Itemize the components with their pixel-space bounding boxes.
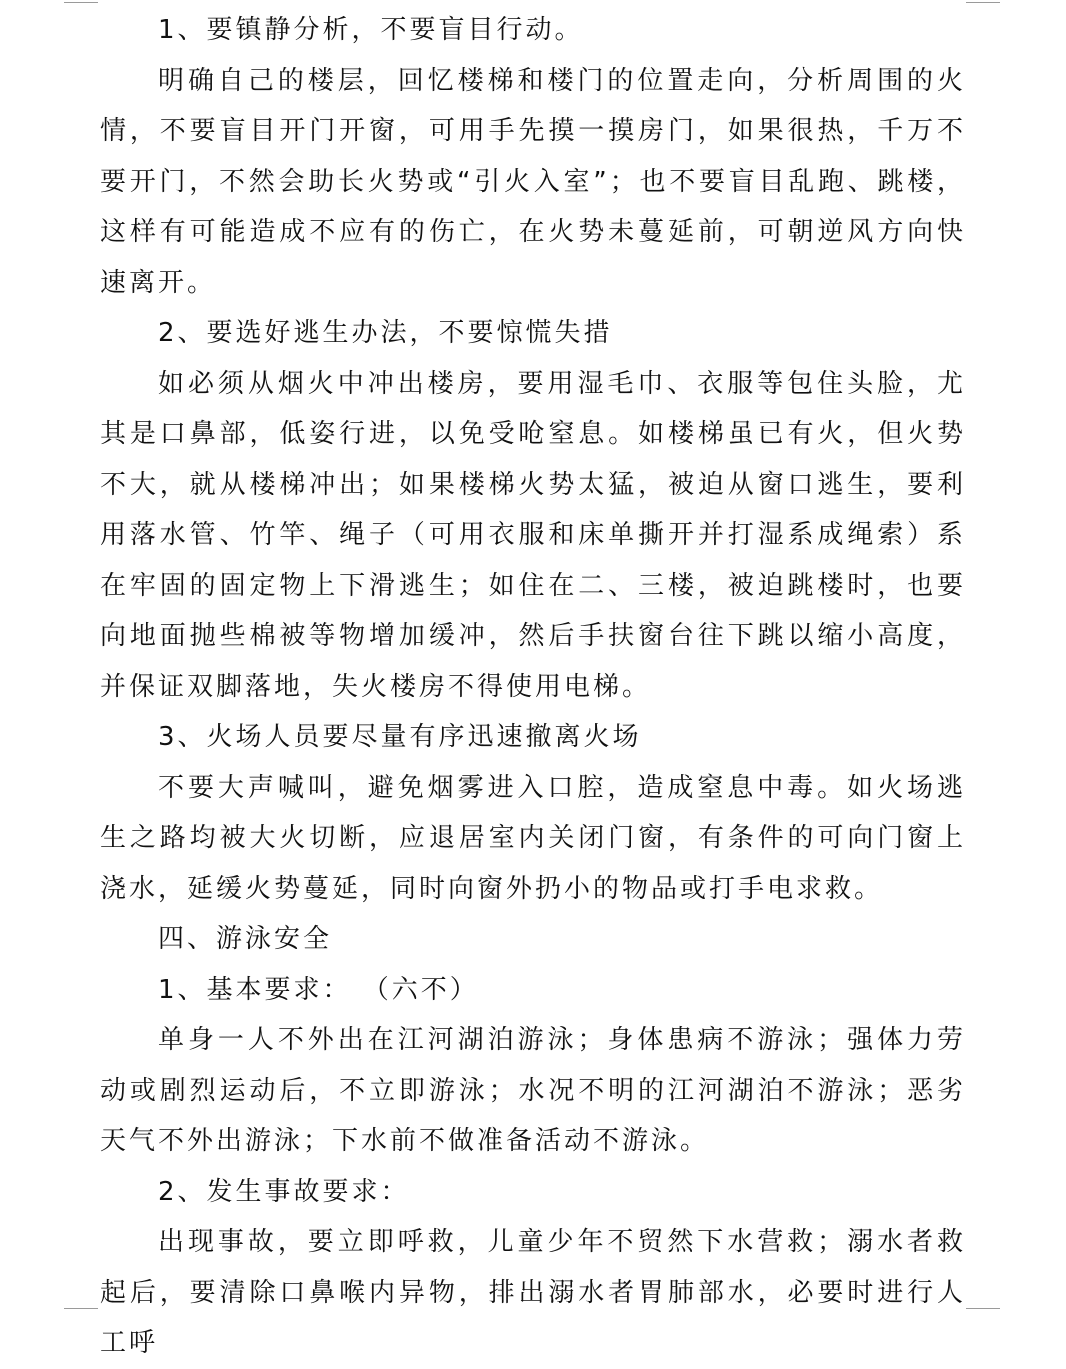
paragraph-accident-requirements: 出现事故，要立即呼救，儿童少年不贸然下水营救；溺水者救起后，要清除口鼻喉内异物，排出溺水者胃肺部水，必要时进行人工呼 [100, 1227, 966, 1358]
heading-accident-requirements: 2、发生事故要求： [158, 1176, 410, 1207]
crop-mark-top-left [64, 2, 98, 3]
crop-mark-bottom-right [966, 1308, 1000, 1309]
crop-mark-top-right [966, 2, 1000, 3]
paragraph-basic-requirements: 单身一人不外出在江河湖泊游泳；身体患病不游泳；强体力劳动或剧烈运动后，不立即游泳；水况不明的江河湖泊不游泳；恶劣天气不外出游泳；下水前不做准备活动不游泳。 [100, 1025, 966, 1156]
section-heading-swimming-safety: 四、游泳安全 [158, 924, 333, 954]
paragraph-escape-method: 如必须从烟火中冲出楼房，要用湿毛巾、衣服等包住头脸，尤其是口鼻部，低姿行进，以免受呛窒息。如楼梯虽已有火，但火势不大，就从楼梯冲出；如果楼梯火势太猛，被迫从窗口逃生，要利用落水管、竹竿、绳子（可用衣服和床单撕开并打湿系成绳索）系在牢固的固定物上下滑逃生；如住在二、三楼，被迫跳楼时，也要向地面抛些棉被等物增加缓冲，然后手扶窗台往下跳以缩小高度，并保证双脚落地，失火楼房不得使用电梯。 [100, 368, 966, 702]
heading-stay-calm: 1、要镇静分析，不要盲目行动。 [158, 15, 584, 45]
paragraph-evacuate: 不要大声喊叫，避免烟雾进入口腔，造成窒息中毒。如火场逃生之路均被大火切断，应退居室内关闭门窗，有条件的可向门窗上浇水，延缓火势蔓延，同时向窗外扔小的物品或打手电求救。 [100, 772, 966, 904]
document-page [100, 0, 966, 1369]
crop-mark-bottom-left [64, 1308, 98, 1309]
heading-basic-requirements: 1、基本要求： （六不） [158, 974, 479, 1005]
paragraph-stay-calm: 明确自己的楼层，回忆楼梯和楼门的位置走向，分析周围的火情，不要盲目开门开窗，可用手先摸一摸房门，如果很热，千万不要开门，不然会助长火势或“引火入室”；也不要盲目乱跑、跳楼，这样有可能造成不应有的伤亡，在火势未蔓延前，可朝逆风方向快速离开。 [100, 65, 966, 298]
heading-escape-method: 2、要选好逃生办法，不要惊慌失措 [158, 318, 613, 348]
heading-evacuate: 3、火场人员要尽量有序迅速撤离火场 [158, 722, 642, 752]
